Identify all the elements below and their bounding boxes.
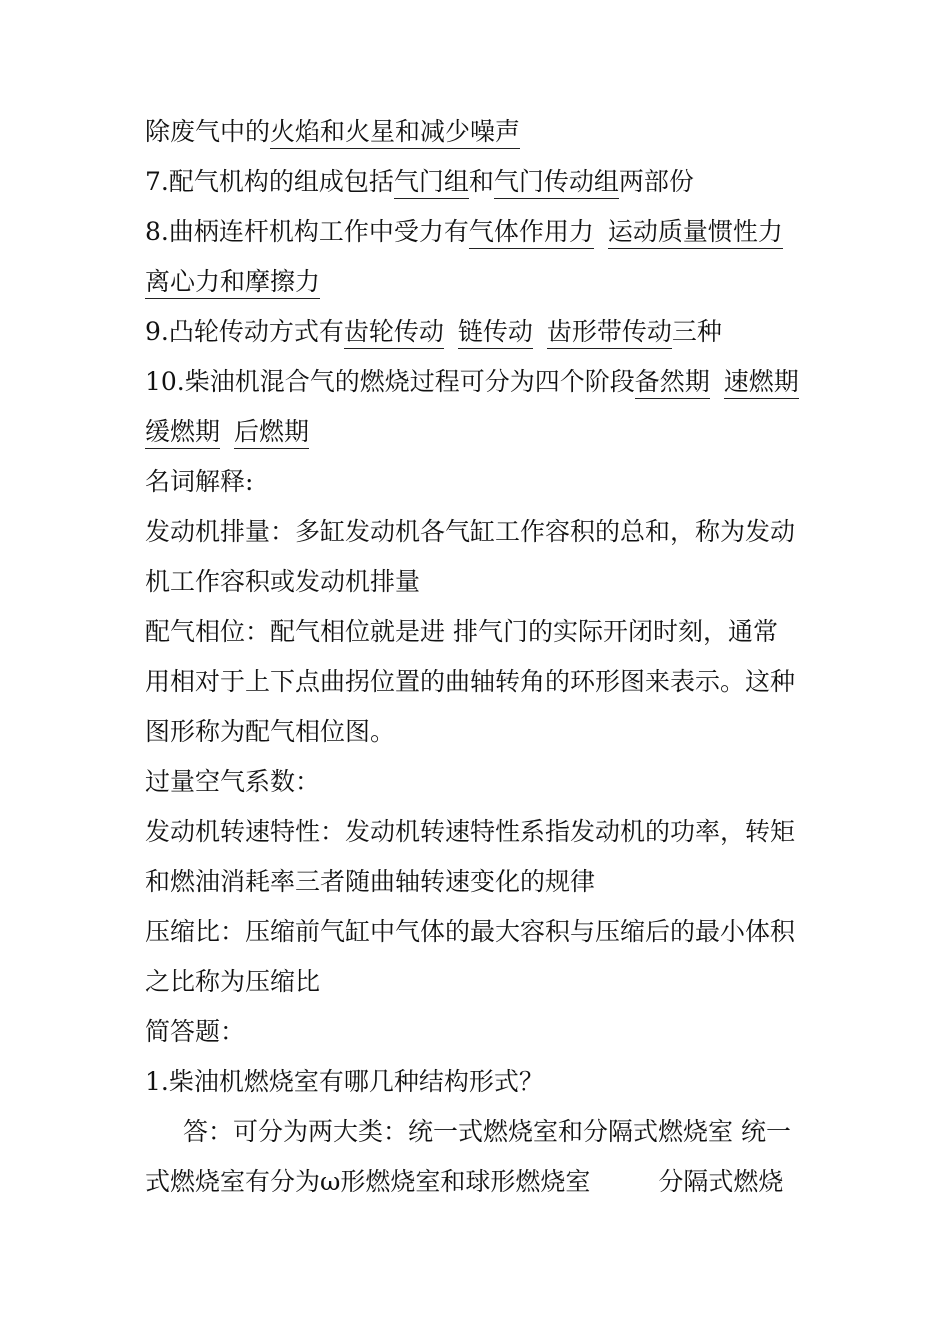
text-line-15: 发动机转速特性：发动机转速特性系指发动机的功率，转矩 <box>145 817 796 846</box>
answer-underlined: 速燃期 <box>724 367 799 399</box>
answer-line-1: 答：可分为两大类：统一式燃烧室和分隔式燃烧室 统一 <box>183 1117 791 1146</box>
answer-underlined: 气体作用力 <box>469 217 594 249</box>
text-line-17: 压缩比：压缩前气缸中气体的最大容积与压缩后的最小体积 <box>145 917 796 946</box>
text-line-12: 用相对于上下点曲拐位置的曲轴转角的环形图来表示。这种 <box>145 667 796 696</box>
answer-underlined: 齿轮传动 <box>344 317 444 349</box>
text-fragment: 和 <box>468 167 494 196</box>
text-line-13: 图形称为配气相位图。 <box>145 717 396 746</box>
text-line-16: 和燃油消耗率三者随曲轴转速变化的规律 <box>145 867 596 896</box>
text-fragment: 式燃烧室有分为ω形燃烧室和球形燃烧室 <box>145 1167 591 1196</box>
text-line-6 <box>145 365 799 399</box>
text-line-2 <box>145 165 694 199</box>
answer-underlined: 后燃期 <box>234 417 309 449</box>
text-line-10: 机工作容积或发动机排量 <box>145 567 421 596</box>
text-line-4 <box>145 265 320 299</box>
text-fragment: 8.曲柄连杆机构工作中受力有 <box>145 217 469 246</box>
text-fragment: 分隔式燃烧 <box>658 1167 784 1196</box>
text-line-9: 发动机排量：多缸发动机各气缸工作容积的总和，称为发动 <box>145 517 796 546</box>
text-line-5 <box>145 315 722 349</box>
section-heading-short-answer: 简答题： <box>145 1017 246 1046</box>
answer-underlined: 火焰和火星和减少噪声 <box>270 117 520 149</box>
text-line-18: 之比称为压缩比 <box>145 967 321 996</box>
text-line-11: 配气相位：配气相位就是进 排气门的实际开闭时刻，通常 <box>145 617 778 646</box>
section-heading-definitions: 名词解释: <box>145 467 254 496</box>
answer-underlined: 齿形带传动 <box>547 317 672 349</box>
text-fragment: 三种 <box>671 317 722 346</box>
text-fragment: 10.柴油机混合气的燃烧过程可分为四个阶段 <box>145 367 635 396</box>
answer-underlined: 备然期 <box>635 367 710 399</box>
text-line-7 <box>145 415 309 449</box>
answer-underlined: 离心力和摩擦力 <box>145 267 320 299</box>
text-line-1 <box>145 115 520 149</box>
answer-line-2 <box>145 1165 783 1199</box>
text-fragment: 7.配气机构的组成包括 <box>145 167 394 196</box>
text-line-3 <box>145 215 783 249</box>
answer-underlined: 气门组 <box>394 167 469 199</box>
answer-underlined: 链传动 <box>458 317 533 349</box>
text-fragment: 两部份 <box>618 167 694 196</box>
answer-underlined: 气门传动组 <box>494 167 619 199</box>
question-1: 1.柴油机燃烧室有哪几种结构形式？ <box>145 1067 544 1096</box>
answer-underlined: 运动质量惯性力 <box>608 217 783 249</box>
text-fragment: 9.凸轮传动方式有 <box>145 317 344 346</box>
answer-underlined: 缓燃期 <box>145 417 220 449</box>
text-line-14: 过量空气系数： <box>145 767 321 796</box>
text-fragment: 除废气中的 <box>145 117 271 146</box>
